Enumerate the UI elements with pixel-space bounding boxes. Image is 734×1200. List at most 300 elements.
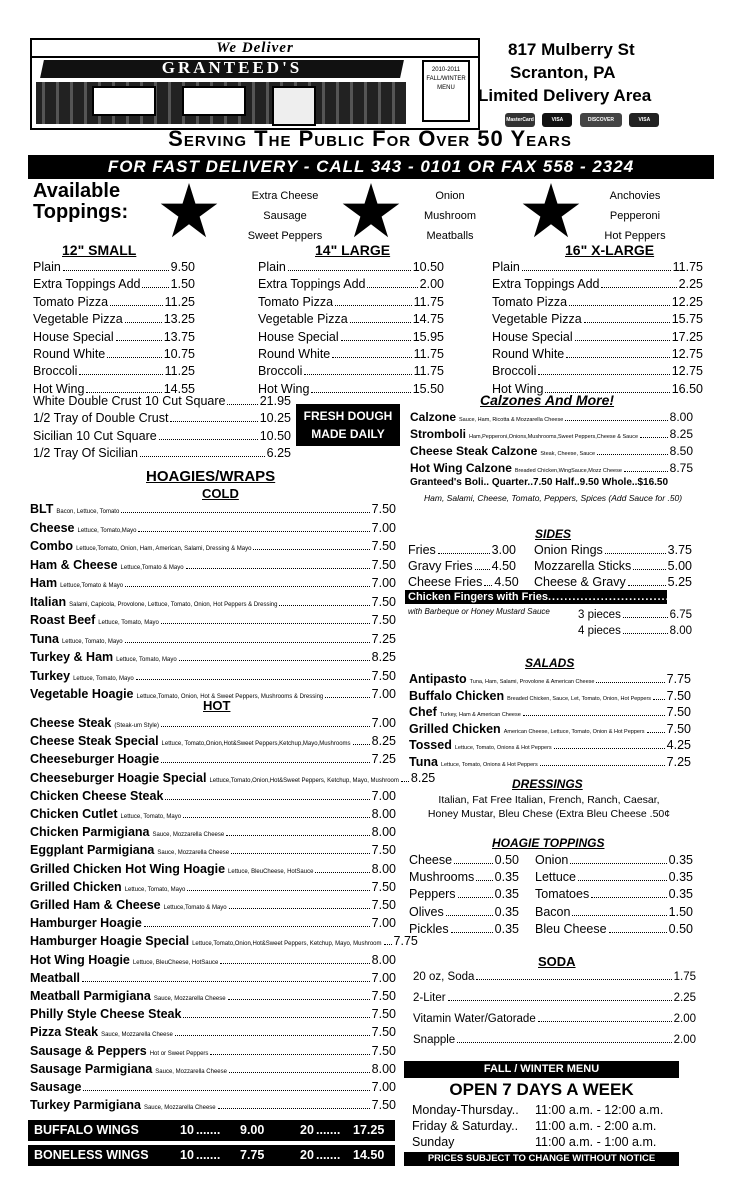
pizza-extra-item-name: White Double Crust 10 Cut Square xyxy=(33,394,226,408)
pizza-xlarge-item xyxy=(492,312,703,326)
dot-leader xyxy=(218,1108,370,1109)
dot-leader xyxy=(624,471,668,472)
pizza-small-item-price: 11.25 xyxy=(164,364,195,379)
soda-item-name: 20 oz, Soda xyxy=(413,971,475,983)
hoagie-topping-item-price: 0.50 xyxy=(668,921,693,936)
hoagie-topping-item xyxy=(409,870,519,884)
hot-hoagie-item-price: 7.00 xyxy=(371,916,396,931)
side-item-price: 4.50 xyxy=(491,559,516,573)
salad-item xyxy=(409,689,691,703)
side-item xyxy=(534,543,692,557)
hot-hoagie-item-desc: Lettuce, BleuCheese, HotSauce xyxy=(132,959,219,966)
pizza-large-item xyxy=(258,260,444,274)
dot-leader xyxy=(325,697,369,698)
hoagie-toppings-title: HOAGIE TOPPINGS xyxy=(492,836,605,850)
pizza-small-item xyxy=(33,330,195,344)
cold-hoagie-item-name: Combo xyxy=(30,539,74,553)
dot-leader xyxy=(125,322,162,323)
dot-leader xyxy=(304,374,411,375)
pizza-small-item-price: 13.25 xyxy=(163,312,195,327)
price-notice-bar xyxy=(404,1152,679,1166)
salad-item-price: 7.25 xyxy=(666,755,691,769)
hot-hoagie-item-price: 7.00 xyxy=(371,788,396,803)
cold-hoagie-item-name: Cheese xyxy=(30,520,75,535)
salad-item-name: Buffalo Chicken xyxy=(409,688,505,703)
salad-item-price: 4.25 xyxy=(666,738,691,753)
cold-hoagie-item-name: Tuna xyxy=(30,631,59,646)
mastercard-icon: MasterCard xyxy=(505,113,535,127)
dot-leader xyxy=(554,748,665,749)
wings-name: BUFFALO WINGS xyxy=(34,1123,139,1137)
dot-leader xyxy=(623,617,668,618)
pizza-large-item-name: Extra Toppings Add xyxy=(258,277,366,292)
salad-item-desc: Lettuce, Tomato, Onions & Hot Peppers xyxy=(440,762,538,768)
side-item-price: 3.00 xyxy=(491,543,516,557)
hoagie-topping-item xyxy=(535,905,693,919)
cold-hoagie-item-desc: Lettuce, Tomato, Mayo xyxy=(61,638,123,645)
side-item-name: Cheese & Gravy xyxy=(534,575,626,589)
cold-hoagie-item-name: Ham xyxy=(30,576,58,590)
hoagie-topping-item-price: 0.35 xyxy=(668,887,693,902)
dot-leader xyxy=(653,699,665,700)
wings-bar xyxy=(28,1145,395,1166)
chicken-fingers-desc: with Barbeque or Honey Mustard Sauce xyxy=(408,607,550,616)
fresh-dough-line2: MADE DAILY xyxy=(311,427,385,441)
calzone-item-price: 8.00 xyxy=(669,410,693,424)
hot-hoagie-item-desc: Sauce, Mozzarella Cheese xyxy=(153,996,226,1002)
hot-hoagie-item xyxy=(30,1080,396,1094)
storefront-illustration xyxy=(30,38,480,130)
hot-hoagie-item xyxy=(30,789,396,803)
calzone-item xyxy=(410,410,693,424)
cold-hoagie-item-price: 7.00 xyxy=(371,520,396,535)
cold-hoagie-item-name: Roast Beef xyxy=(30,613,96,627)
hot-hoagie-item xyxy=(30,770,436,785)
dot-leader xyxy=(82,981,370,982)
toppings-title-2: Toppings: xyxy=(33,201,129,223)
hot-hoagie-item-name: Meatball xyxy=(30,970,81,985)
side-item-name: Mozzarella Sticks xyxy=(534,559,632,573)
hours-time: 11:00 a.m. - 1:00 a.m. xyxy=(535,1135,657,1149)
pizza-small-item xyxy=(33,260,195,274)
pizza-small-item-name: Plain xyxy=(33,260,61,274)
hot-hoagie-item xyxy=(30,934,418,949)
soda-item-name: Vitamin Water/Gatorade xyxy=(413,1013,536,1025)
pizza-extra-item-price: 6.25 xyxy=(266,446,291,461)
pizza-small-item-name: Hot Wing xyxy=(33,381,85,396)
dot-leader: ....... xyxy=(196,1123,221,1137)
salad-item xyxy=(409,722,691,736)
side-item-name: Onion Rings xyxy=(534,543,603,557)
pizza-xlarge-item-name: Plain xyxy=(492,260,520,274)
salads-title: SALADS xyxy=(525,656,575,670)
pizza-small-item-price: 11.25 xyxy=(164,294,195,309)
cold-hoagie-item-desc: Bacon, Lettuce, Tomato xyxy=(56,509,120,515)
pizza-large-item xyxy=(258,364,444,378)
side-item xyxy=(408,559,516,573)
pizza-large-item-name: Tomato Pizza xyxy=(258,294,334,309)
cold-hoagie-item-price: 7.00 xyxy=(371,576,396,590)
salad-item xyxy=(409,672,691,686)
cold-hoagie-item xyxy=(30,650,396,664)
hot-hoagie-item xyxy=(30,1007,396,1021)
dot-leader xyxy=(253,549,369,550)
dot-leader xyxy=(484,585,492,586)
hot-hoagie-item-desc: Lettuce, Tomato, Mayo xyxy=(124,886,186,893)
store-sign xyxy=(92,58,372,78)
dot-leader xyxy=(628,585,666,586)
hot-title: HOT xyxy=(203,698,231,713)
pizza-large-item xyxy=(258,295,444,309)
pizza-extra-item-price: 10.50 xyxy=(259,428,291,443)
pizza-extra-item xyxy=(33,446,291,460)
dot-leader xyxy=(186,568,370,569)
hot-hoagie-item-price: 7.75 xyxy=(393,934,418,949)
topping-item: Extra Cheese xyxy=(251,190,319,202)
dot-leader: ....... xyxy=(316,1148,341,1162)
dot-leader xyxy=(227,404,257,405)
cold-hoagie-item-name: Italian xyxy=(30,594,67,609)
pizza-small-item xyxy=(33,347,195,361)
store-window xyxy=(92,86,156,116)
dot-leader xyxy=(572,915,666,916)
boli-line: Granteed's Boli.. Quarter..7.50 Half..9.50 Whole..$16.50 xyxy=(410,477,669,488)
side-item-name: Fries xyxy=(408,543,436,557)
pizza-large-item xyxy=(258,312,444,326)
discover-icon: DISCOVER xyxy=(580,113,622,127)
dot-leader xyxy=(476,880,492,881)
hot-hoagie-item-name: Hamburger Hoagie xyxy=(30,916,142,931)
hot-hoagie-item-name: Pizza Steak xyxy=(30,1025,99,1040)
dot-leader xyxy=(353,744,370,745)
dot-leader xyxy=(79,374,162,375)
hoagie-topping-item xyxy=(535,922,693,936)
salad-item-desc: American Cheese, Lettuce, Tomato, Onion & Hot Peppers xyxy=(503,728,645,735)
dot-leader xyxy=(633,569,665,570)
hoagie-topping-item-name: Peppers xyxy=(409,887,456,902)
pizza-xlarge-item-name: Tomato Pizza xyxy=(492,294,568,309)
dot-leader xyxy=(138,531,369,532)
cold-hoagie-item xyxy=(30,558,396,572)
cold-hoagie-item-desc: Lettuce, Tomato, Mayo xyxy=(116,657,177,663)
pizza-small-item-name: Tomato Pizza xyxy=(33,294,109,309)
pizza-large-item-name: Round White xyxy=(258,347,331,361)
pizza-small-item-price: 10.75 xyxy=(163,347,195,361)
dot-leader xyxy=(605,553,666,554)
dot-leader xyxy=(142,287,168,288)
dot-leader xyxy=(538,1021,672,1022)
pizza-large-item-name: Vegetable Pizza xyxy=(258,312,348,327)
dot-leader xyxy=(226,835,369,836)
soda-item xyxy=(413,971,696,983)
calzone-item-name: Cheese Steak Calzone xyxy=(410,444,538,458)
dot-leader xyxy=(83,1090,369,1091)
hoagie-topping-item-price: 0.35 xyxy=(494,870,519,885)
fresh-dough-line1: FRESH DOUGH xyxy=(303,409,393,423)
pizza-large-item-price: 10.50 xyxy=(412,260,444,274)
hot-hoagie-item-price: 8.00 xyxy=(371,861,396,876)
pizza-large-item xyxy=(258,347,444,361)
pizza-small-item-name: Broccoli xyxy=(33,364,78,379)
hot-hoagie-item-name: Sausage xyxy=(30,1080,82,1094)
pizza-small-item-name: Round White xyxy=(33,347,106,361)
dot-leader xyxy=(110,305,163,306)
pizza-extra-item xyxy=(33,411,291,425)
hoagie-topping-item xyxy=(409,905,519,919)
hot-hoagie-item-name: Grilled Chicken xyxy=(30,879,122,894)
soda-item-name: 2-Liter xyxy=(413,992,446,1004)
salad-item xyxy=(409,705,691,719)
hoagie-topping-item-price: 0.35 xyxy=(494,887,519,902)
pizza-xlarge-item xyxy=(492,277,703,291)
calzone-item-price: 8.25 xyxy=(669,427,693,441)
wings-qty2: 20 xyxy=(300,1148,314,1162)
pizza-small-item xyxy=(33,295,195,309)
calzone-item-price: 8.50 xyxy=(669,444,693,458)
hot-hoagie-item-price: 7.00 xyxy=(371,716,396,730)
salad-item-desc: Lettuce, Tomato, Onions & Hot Peppers xyxy=(454,745,552,752)
hot-hoagie-item xyxy=(30,971,396,985)
calzone-item-desc: Ham,Pepperoni,Onions,Mushrooms,Sweet Peppers,Cheese & Sauce xyxy=(469,434,639,440)
cold-hoagie-item xyxy=(30,539,396,553)
pizza-xlarge-item-price: 12.25 xyxy=(671,294,703,309)
wings-qty1: 10 xyxy=(180,1123,194,1137)
toppings-col3 xyxy=(595,186,675,246)
soda-item xyxy=(413,1013,696,1025)
dot-leader xyxy=(229,1072,370,1073)
hot-hoagie-item-name: Chicken Cheese Steak xyxy=(30,788,164,803)
cold-hoagie-item-desc: Lettuce,Tomato & Mayo xyxy=(120,564,184,571)
pizza-extra-item-name: Sicilian 10 Cut Square xyxy=(33,428,157,443)
pizza-extra-item-name: 1/2 Tray of Double Crust xyxy=(33,411,169,426)
hoagie-topping-item-price: 0.35 xyxy=(494,904,519,919)
cold-hoagie-item-desc: Lettuce,Tomato & Mayo xyxy=(60,583,124,589)
dressings-title: DRESSINGS xyxy=(512,777,583,791)
dot-leader xyxy=(341,340,411,341)
pizza-small-item-price: 9.50 xyxy=(170,260,195,274)
dot-leader xyxy=(454,863,493,864)
hot-hoagie-item-price: 7.25 xyxy=(371,752,396,767)
credit-card-logos xyxy=(505,108,705,127)
cold-hoagie-item-name: Ham & Cheese xyxy=(30,557,118,572)
dot-leader xyxy=(591,897,666,898)
cold-hoagie-item xyxy=(30,613,396,627)
hot-hoagie-item-price: 7.00 xyxy=(371,970,396,985)
cold-title: COLD xyxy=(202,486,239,501)
pizza-small-item-price: 13.75 xyxy=(163,329,195,344)
hoagie-topping-item-name: Bacon xyxy=(535,904,571,919)
pizza-small-title: 12" SMALL xyxy=(62,242,137,258)
hot-hoagie-item-desc: Lettuce,Tomato,Onion,Hot&Sweet Peppers, Ketchup, Mayo, Mushroom xyxy=(209,777,399,784)
topping-item: Onion xyxy=(435,190,465,202)
cold-hoagie-item xyxy=(30,576,396,590)
calzone-item-name: Calzone xyxy=(410,410,457,424)
topping-item: Mushroom xyxy=(424,210,476,222)
dot-leader xyxy=(86,392,161,393)
cold-hoagie-item-price: 7.50 xyxy=(371,668,396,683)
hoagie-topping-item-name: Lettuce xyxy=(535,870,577,885)
dot-leader xyxy=(350,322,411,323)
hoagie-topping-item-price: 0.35 xyxy=(668,853,693,867)
pizza-small-item-name: House Special xyxy=(33,329,114,344)
hours-days: Monday-Thursday.. xyxy=(412,1103,519,1117)
soda-item-price: 1.75 xyxy=(673,971,696,983)
hot-hoagie-item xyxy=(30,1098,396,1112)
dot-leader xyxy=(540,765,665,766)
pizza-xlarge-item xyxy=(492,260,703,274)
hours-row xyxy=(412,1135,674,1149)
dot-leader xyxy=(597,454,668,455)
cold-hoagie-item-price: 7.50 xyxy=(371,613,396,627)
pizza-xlarge-item-price: 11.75 xyxy=(672,260,703,274)
pizza-xlarge-item-price: 16.50 xyxy=(671,381,703,396)
calzones-title: Calzones And More! xyxy=(480,392,615,408)
dot-leader xyxy=(522,270,671,271)
hot-hoagie-item-name: Chicken Parmigiana xyxy=(30,825,150,840)
pizza-xlarge-item-name: House Special xyxy=(492,329,573,344)
pizza-xlarge-item-price: 2.25 xyxy=(678,277,703,292)
topping-item: Anchovies xyxy=(609,190,661,202)
hot-hoagie-item xyxy=(30,916,396,930)
slogan: Serving The Public For Over 50 Years xyxy=(168,126,572,151)
dot-leader xyxy=(63,270,169,271)
dot-leader xyxy=(220,963,369,964)
delivery-bar xyxy=(28,155,714,179)
dot-leader xyxy=(609,932,667,933)
hot-hoagie-item-price: 7.50 xyxy=(371,843,396,858)
dot-leader xyxy=(538,374,669,375)
hot-hoagie-item-desc: Sauce, Mozzarella Cheese xyxy=(157,850,230,857)
hot-hoagie-item-price: 7.50 xyxy=(371,1025,396,1040)
hot-hoagie-item-name: Cheese Steak xyxy=(30,716,112,730)
hoagie-topping-item-name: Mushrooms xyxy=(409,870,475,885)
salad-item xyxy=(409,755,691,769)
dot-leader xyxy=(228,999,370,1000)
dot-leader xyxy=(401,781,409,782)
pizza-xlarge-item-name: Vegetable Pizza xyxy=(492,312,582,327)
pizza-xlarge-item-price: 15.75 xyxy=(671,312,703,327)
dot-leader xyxy=(165,799,369,800)
dot-leader xyxy=(647,732,665,733)
side-item-price: 5.00 xyxy=(667,559,692,573)
dot-leader xyxy=(210,1054,369,1055)
salad-item-desc: Tuna, Ham, Salami, Provolone & American Cheese xyxy=(469,679,595,685)
cold-hoagie-item-desc: Salami, Capicola, Provolone, Lettuce, Tomato, Onion, Hot Peppers & Dressing xyxy=(69,601,278,608)
dot-leader xyxy=(565,420,667,421)
dot-leader xyxy=(448,1000,672,1001)
dot-leader xyxy=(179,660,370,661)
pizza-large-item-name: Hot Wing xyxy=(258,381,310,396)
delivery-area: Limited Delivery Area xyxy=(478,86,652,105)
dot-leader xyxy=(438,553,490,554)
hot-hoagie-item-price: 8.00 xyxy=(371,825,396,840)
hot-hoagie-item-desc: (Steak-um Style) xyxy=(114,723,159,729)
hot-hoagie-item-price: 7.00 xyxy=(371,1080,396,1094)
cold-hoagie-item-price: 7.50 xyxy=(371,594,396,609)
pizza-xlarge-item-name: Extra Toppings Add xyxy=(492,277,600,292)
hoagie-topping-item xyxy=(535,870,693,884)
hot-hoagie-item-name: Cheese Steak Special xyxy=(30,734,159,749)
dot-leader xyxy=(140,456,265,457)
hoagies-title: HOAGIES/WRAPS xyxy=(146,468,276,485)
chicken-fingers-price-name: 3 pieces xyxy=(578,609,621,621)
hot-hoagie-item xyxy=(30,862,396,876)
topping-item: Pepperoni xyxy=(609,210,661,222)
pizza-large-item-price: 14.75 xyxy=(412,312,444,327)
cold-hoagie-item-name: Vegetable Hoagie xyxy=(30,687,134,701)
hot-hoagie-item-name: Meatball Parmigiana xyxy=(30,989,151,1003)
pizza-xlarge-item xyxy=(492,347,703,361)
toppings-title-1: Available xyxy=(33,180,121,202)
pizza-large-item xyxy=(258,277,444,291)
delivery-bar-text: FOR FAST DELIVERY - CALL 343 - 0101 OR FAX 558 - 2324 xyxy=(107,157,635,176)
calzone-item-desc: Sauce, Ham, Ricotta & Mozzarella Cheese xyxy=(459,417,564,423)
hot-hoagie-item xyxy=(30,898,396,912)
calzone-item-price: 8.75 xyxy=(669,461,693,475)
soda-item-price: 2.25 xyxy=(673,992,696,1004)
menu-board xyxy=(422,60,470,122)
hoagie-topping-item-price: 0.50 xyxy=(494,853,519,867)
pizza-extra-item xyxy=(33,429,291,443)
store-door xyxy=(272,86,316,126)
salad-item xyxy=(409,738,691,752)
pizza-small-item-name: Extra Toppings Add xyxy=(33,277,141,292)
cold-hoagie-item-desc: Lettuce,Tomato, Onion, Ham, American, Salami, Dressing & Mayo xyxy=(76,546,252,552)
topping-item: Hot Peppers xyxy=(604,230,666,242)
hot-hoagie-item-name: Hamburger Hoagie Special xyxy=(30,934,190,949)
chicken-fingers-price-name: 4 pieces xyxy=(578,625,621,637)
dot-leader xyxy=(229,908,370,909)
hoagie-topping-item-name: Pickles xyxy=(409,921,449,936)
hoagie-topping-item xyxy=(409,922,519,936)
side-item xyxy=(534,559,692,573)
calzone-item-desc: Steak, Cheese, Sauce xyxy=(540,451,596,457)
cold-hoagie-item-price: 7.50 xyxy=(371,557,396,572)
salad-item-name: Grilled Chicken xyxy=(409,721,501,736)
side-item-price: 5.25 xyxy=(667,575,692,589)
fall-winter-label: 2010-2011 FALL/WINTER MENU xyxy=(426,67,466,91)
sides-title: SIDES xyxy=(535,527,572,541)
dot-leader xyxy=(446,915,493,916)
hoagie-topping-item xyxy=(409,887,519,901)
dot-leader xyxy=(125,586,370,587)
hot-hoagie-item-price: 8.00 xyxy=(371,1061,396,1076)
hoagie-topping-item-name: Bleu Cheese xyxy=(535,921,607,936)
salad-item-name: Antipasto xyxy=(409,672,467,686)
hot-hoagie-item xyxy=(30,752,396,766)
hot-hoagie-item-name: Hot Wing Hoagie xyxy=(30,952,130,967)
dot-leader xyxy=(161,623,370,624)
hot-hoagie-item-name: Grilled Chicken Hot Wing Hoagie xyxy=(30,861,226,876)
pizza-large-title: 14" LARGE xyxy=(315,242,391,258)
pizza-xlarge-title: 16" X-LARGE xyxy=(565,242,655,258)
fall-winter-menu-bar xyxy=(404,1061,679,1078)
calzone-item xyxy=(410,444,693,458)
pizza-large-item-price: 15.50 xyxy=(412,381,444,396)
hot-hoagie-item-desc: Lettuce, Tomato, Mayo xyxy=(120,814,182,820)
hot-hoagie-item xyxy=(30,1025,396,1039)
dot-leader xyxy=(183,817,370,818)
dot-leader xyxy=(170,421,257,422)
dot-leader xyxy=(566,357,669,358)
calzone-item xyxy=(410,427,693,441)
star-icon xyxy=(158,183,220,239)
wings-name: BONELESS WINGS xyxy=(34,1148,149,1162)
pizza-large-item-price: 15.95 xyxy=(412,329,444,344)
hot-hoagie-item xyxy=(30,716,396,730)
side-item-name: Gravy Fries xyxy=(408,559,473,573)
store-window xyxy=(182,86,246,116)
